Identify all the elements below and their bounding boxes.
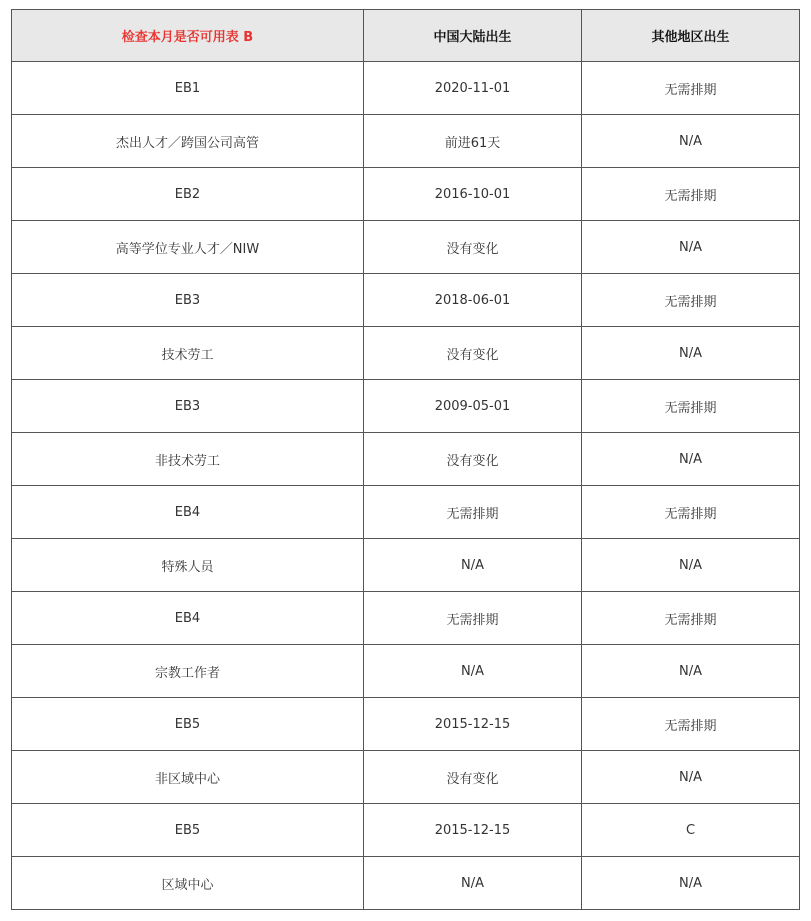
china-cell: 2016-10-01 — [364, 168, 582, 221]
other-cell: 无需排期 — [582, 274, 800, 327]
other-cell: 无需排期 — [582, 168, 800, 221]
category-cell: 非区域中心 — [12, 751, 364, 804]
other-cell: N/A — [582, 433, 800, 486]
other-cell: N/A — [582, 857, 800, 910]
china-cell: N/A — [364, 539, 582, 592]
other-cell: C — [582, 804, 800, 857]
category-cell: 特殊人员 — [12, 539, 364, 592]
other-cell: 无需排期 — [582, 698, 800, 751]
table-header — [12, 10, 800, 62]
china-cell: 无需排期 — [364, 486, 582, 539]
china-cell: 2015-12-15 — [364, 804, 582, 857]
other-cell: N/A — [582, 751, 800, 804]
header-mainland-china: 中国大陆出生 — [364, 10, 582, 62]
table-row — [12, 486, 800, 539]
table-row — [12, 274, 800, 327]
category-cell: 区域中心 — [12, 857, 364, 910]
china-cell: 没有变化 — [364, 327, 582, 380]
visa-bulletin-table — [11, 9, 800, 910]
china-cell: 2015-12-15 — [364, 698, 582, 751]
table-row — [12, 168, 800, 221]
category-cell: 非技术劳工 — [12, 433, 364, 486]
table-row — [12, 698, 800, 751]
table-row — [12, 380, 800, 433]
table-row — [12, 539, 800, 592]
category-cell: EB3 — [12, 274, 364, 327]
other-cell: 无需排期 — [582, 592, 800, 645]
china-cell: 没有变化 — [364, 221, 582, 274]
china-cell: 2020-11-01 — [364, 62, 582, 115]
category-cell: EB5 — [12, 804, 364, 857]
other-cell: N/A — [582, 115, 800, 168]
other-cell: N/A — [582, 645, 800, 698]
table-row — [12, 804, 800, 857]
category-cell: EB4 — [12, 592, 364, 645]
other-cell: 无需排期 — [582, 62, 800, 115]
table-row — [12, 433, 800, 486]
category-cell: 技术劳工 — [12, 327, 364, 380]
category-cell: EB3 — [12, 380, 364, 433]
table-row — [12, 115, 800, 168]
header-other-regions: 其他地区出生 — [582, 10, 800, 62]
table-row — [12, 592, 800, 645]
category-cell: EB2 — [12, 168, 364, 221]
china-cell: 无需排期 — [364, 592, 582, 645]
other-cell: N/A — [582, 539, 800, 592]
table-row — [12, 62, 800, 115]
table-row — [12, 221, 800, 274]
china-cell: 前进61天 — [364, 115, 582, 168]
category-cell: 高等学位专业人才／NIW — [12, 221, 364, 274]
other-cell: 无需排期 — [582, 380, 800, 433]
table-row — [12, 857, 800, 910]
other-cell: 无需排期 — [582, 486, 800, 539]
china-cell: 2018-06-01 — [364, 274, 582, 327]
china-cell: N/A — [364, 645, 582, 698]
other-cell: N/A — [582, 221, 800, 274]
category-cell: EB1 — [12, 62, 364, 115]
header-row — [12, 10, 800, 62]
category-cell: 杰出人才／跨国公司高管 — [12, 115, 364, 168]
table-body — [12, 62, 800, 910]
china-cell: 2009-05-01 — [364, 380, 582, 433]
header-category: 检查本月是否可用表 B — [12, 10, 364, 62]
visa-bulletin-table-container — [11, 9, 800, 910]
table-row — [12, 751, 800, 804]
category-cell: 宗教工作者 — [12, 645, 364, 698]
china-cell: 没有变化 — [364, 433, 582, 486]
china-cell: N/A — [364, 857, 582, 910]
category-cell: EB5 — [12, 698, 364, 751]
china-cell: 没有变化 — [364, 751, 582, 804]
category-cell: EB4 — [12, 486, 364, 539]
table-row — [12, 645, 800, 698]
other-cell: N/A — [582, 327, 800, 380]
table-row — [12, 327, 800, 380]
